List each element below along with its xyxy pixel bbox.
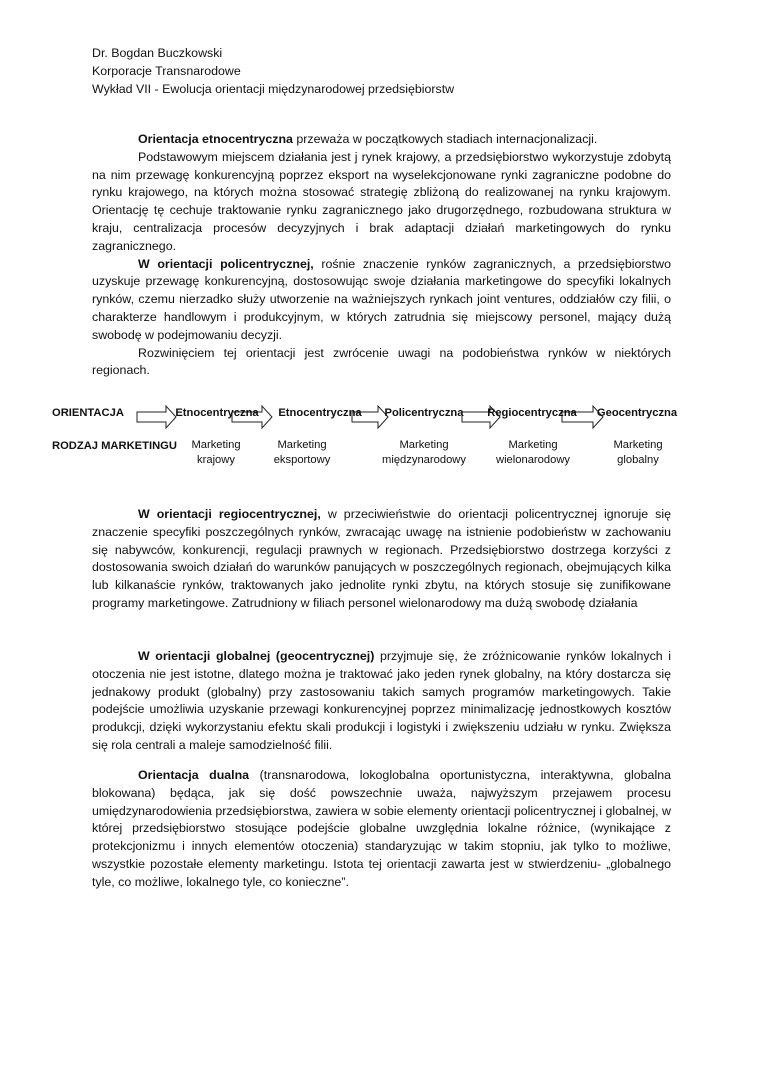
marketing-2: Marketing eksportowy	[273, 439, 331, 466]
orientation-5: Geocentryczna	[596, 407, 678, 419]
orientation-3: Policentryczna	[384, 407, 464, 419]
marketing-5: Marketing globalny	[613, 439, 663, 466]
regiocentric-section	[92, 506, 671, 613]
paragraph-ethnocentric	[92, 131, 671, 149]
term-dual: Orientacja dualna	[138, 768, 250, 782]
orientation-4: Regiocentryczna	[487, 407, 577, 419]
paragraph-regions: Rozwinięciem tej orientacji jest zwrócenie uwagi na podobieństwa rynków w niektórych regionach.	[92, 345, 671, 378]
row-label-orientation: ORIENTACJA	[52, 407, 124, 419]
row-label-marketing: RODZAJ MARKETINGU	[52, 440, 177, 452]
paragraph-text: w przeciwieństwie do orientacji policentrycznej ignoruje się znaczenie specyfiki poszczególnych rynków, zwracając uwagę na istnienie podobieństw w zachowaniu się nabywców, konkurencji, regulacji prawnych w regionach. Przedsiębiorstwo dostrzega korzyści z dostosowania swoich działań do warunków panujących w poszczególnych regionach, obejmujących kilka lub kilkanaście rynków, traktowanych jako jednolite rynki zbytu, na których stosuje się zunifikowane programy marketingowe. Zatrudniony w filiach personel wielonarodowy ma dużą swobodę działania	[92, 507, 671, 610]
paragraph-regiocentric	[92, 506, 671, 613]
paragraph-text: (transnarodowa, lokoglobalna oportunistyczna, interaktywna, globalna blokowana) będąca, jak się dość powszechnie uważa, najwyższym przejawem procesu umiędzynarodowienia przedsiębiorstwa, zawiera w sobie elementy orientacji policentrycznej i globalnej, w której przedsiębiorstwo stosujące podejście globalne uwzględnia lokalne różnice, (wynikające z protekcjonizmu i innych elementów otoczenia) standaryzując w takim stopniu, jak tylko to możliwe, wszystkie pozostałe elementy marketingu. Istota tej orientacji zawarta jest w stwierdzeniu- „globalnego tyle, co możliwe, lokalnego tyle, co konieczne”.	[92, 768, 671, 889]
marketing-4: Marketing wielonarodowy	[495, 439, 570, 466]
intro-section	[92, 131, 671, 380]
term-global: W orientacji globalnej (geocentrycznej)	[138, 649, 375, 663]
global-section	[92, 648, 671, 755]
paragraph-global	[92, 648, 671, 755]
paragraph-text: rośnie znaczenie rynków zagranicznych, a przedsiębiorstwo uzyskuje przewagę konkurencyjną, dostosowując swoje działania marketingowe do specyfiki lokalnych rynków, czemu nierzadko służy utworzenie na ważniejszych rynkach joint ventures, oddziałów czy filii, o charakterze handlowym i produkcyjnym, w których zatrudnia się miejscowy personel, mający dużą swobodę w podejmowaniu decyzji.	[92, 256, 672, 342]
term-polycentric: W orientacji policentrycznej,	[138, 256, 314, 271]
paragraph-polycentric	[92, 256, 671, 345]
author-name: Dr. Bogdan Buczkowski	[92, 46, 223, 60]
orientation-2: Etnocentryczna	[278, 407, 362, 419]
marketing-1: Marketing krajowy	[191, 439, 241, 466]
dual-section	[92, 767, 671, 892]
marketing-3: Marketing międzynarodowy	[382, 439, 466, 466]
paragraph-dual	[92, 767, 671, 892]
term-ethnocentric: Orientacja etnocentryczna	[138, 132, 293, 146]
paragraph-text: przeważa w początkowych stadiach internacjonalizacji.	[292, 132, 598, 146]
document-header	[92, 44, 454, 98]
term-regiocentric: W orientacji regiocentrycznej,	[138, 507, 321, 521]
course-name: Korporacje Transnarodowe	[92, 64, 241, 78]
lecture-title: Wykład VII - Ewolucja orientacji międzynarodowej przedsiębiorstw	[92, 82, 455, 96]
orientation-1: Etnocentryczna	[175, 407, 259, 419]
paragraph-text: przyjmuje się, że zróżnicowanie rynków lokalnych i otoczenia nie jest istotne, dlatego można je traktować jako jeden rynek globalny, na który dostarcza się jednakowy produkt (globalny) przy zastosowaniu takich samych programów marketingowych. Takie podejście umożliwia uzyskanie przewagi konkurencyjnej poprzez minimalizację jednostkowych kosztów produkcji, dzięki wykorzystaniu efektu skali produkcji i logistyki i zwiększeniu udziału w rynku. Zwiększa się rola centrali a maleje samodzielność filii.	[92, 649, 671, 752]
paragraph-ethnocentric-detail: Podstawowym miejscem działania jest j rynek krajowy, a przedsiębiorstwo wykorzystuje zdobytą na nim przewagę konkurencyjną poprzez eksport na wyselekcjonowane rynki zagraniczne podobne do rynku krajowego, na których można stosować strategię zbliżoną do realizowanej na rynku krajowym. Orientację tę cechuje traktowanie rynku zagranicznego jako drugorzędnego, rozbudowana struktura w kraju, centralizacja procesów decyzyjnych i brak adaptacji działań marketingowych do rynku zagranicznego.	[92, 149, 671, 253]
orientation-diagram	[0, 400, 760, 470]
